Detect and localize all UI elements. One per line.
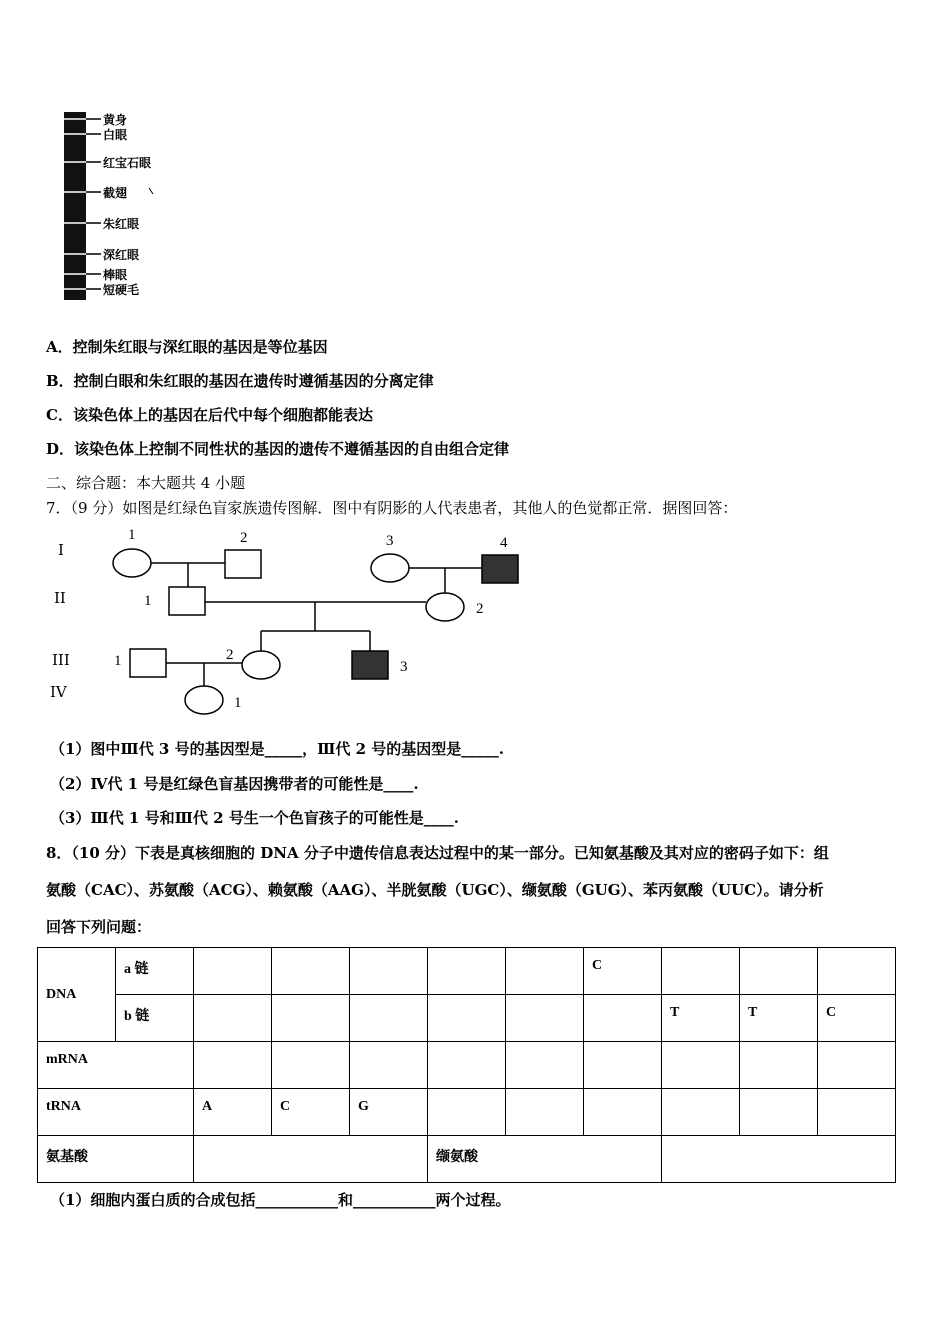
chrom-label-7: 棒眼 (103, 268, 128, 282)
q8-stem-2: 氨酸（CAC）、苏氨酸（ACG）、赖氨酸（AAG）、半胱氨酸（UGC）、缬氨酸（GUG）、苯丙氨酸（UUC）。请分析 (46, 881, 824, 899)
mrna-header: mRNA (38, 1042, 194, 1089)
table-cell (740, 1089, 818, 1136)
table-cell (662, 1042, 740, 1089)
q7-sub-2: （2）Ⅳ代 1 号是红绿色盲基因携带者的可能性是____. (50, 775, 419, 793)
table-cell (740, 1042, 818, 1089)
table-cell (272, 995, 350, 1042)
table-cell (662, 948, 740, 995)
trna-header: tRNA (38, 1089, 194, 1136)
ped-num-I4: 4 (500, 535, 508, 551)
table-cell: C (272, 1089, 350, 1136)
table-row (38, 1089, 896, 1136)
b-chain-header: b 链 (116, 995, 194, 1042)
ped-num-III1: 1 (114, 653, 122, 669)
option-a: A．控制朱红眼与深红眼的基因是等位基因 (46, 338, 328, 356)
table-cell (818, 1042, 896, 1089)
table-cell (506, 995, 584, 1042)
ped-num-II1: 1 (144, 593, 152, 609)
ped-num-II2: 2 (476, 601, 484, 617)
gen-label-1: I (58, 541, 64, 559)
table-cell (506, 1042, 584, 1089)
q7-sub-3: （3）Ⅲ代 1 号和Ⅲ代 2 号生一个色盲孩子的可能性是____. (50, 809, 459, 827)
table-cell (272, 1042, 350, 1089)
table-cell (194, 948, 272, 995)
table-cell (662, 1089, 740, 1136)
table-row (38, 995, 896, 1042)
pedigree-figure (40, 525, 540, 725)
table-cell (818, 948, 896, 995)
option-d: D．该染色体上控制不同性状的基因的遗传不遵循基因的自由组合定律 (46, 440, 510, 458)
table-cell (350, 995, 428, 1042)
table-cell: C (818, 995, 896, 1042)
section-heading: 二、综合题：本大题共 4 小题 (46, 474, 246, 492)
table-cell: A (194, 1089, 272, 1136)
table-cell (194, 995, 272, 1042)
gen-label-4: IV (50, 683, 67, 701)
q7-sub-1: （1）图中Ⅲ代 3 号的基因型是_____，Ⅲ代 2 号的基因型是_____. (50, 740, 504, 758)
chrom-label-1: 黄身 (103, 113, 128, 127)
table-cell (506, 948, 584, 995)
chrom-label-4: 截翅 (103, 186, 128, 200)
table-cell (428, 1042, 506, 1089)
table-cell (428, 948, 506, 995)
table-row (38, 1042, 896, 1089)
option-c: C．该染色体上的基因在后代中每个细胞都能表达 (46, 406, 373, 424)
table-cell (272, 948, 350, 995)
q8-sub-1: （1）细胞内蛋白质的合成包括___________和___________两个过程。 (50, 1191, 511, 1209)
dna-header: DNA (38, 948, 116, 1042)
expression-table (37, 947, 896, 1183)
question-7-stem: 7．（9 分）如图是红绿色盲家族遗传图解．图中有阴影的人代表患者，其他人的色觉都正常．据图回答： (46, 499, 738, 517)
table-cell (194, 1136, 428, 1183)
table-cell (662, 1136, 896, 1183)
table-row (38, 948, 896, 995)
ped-num-III3: 3 (400, 659, 408, 675)
table-cell (584, 1089, 662, 1136)
ped-num-I3: 3 (386, 533, 394, 549)
chrom-label-3: 红宝石眼 (103, 156, 152, 170)
table-cell (584, 1042, 662, 1089)
table-cell (818, 1089, 896, 1136)
ped-num-III2: 2 (226, 647, 234, 663)
q8-stem-3: 回答下列问题： (46, 918, 152, 936)
table-cell (350, 948, 428, 995)
chrom-label-2: 白眼 (103, 128, 128, 142)
gen-label-3: III (52, 651, 70, 669)
table-cell: 缬氨酸 (428, 1136, 662, 1183)
table-cell (740, 948, 818, 995)
option-b: B．控制白眼和朱红眼的基因在遗传时遵循基因的分离定律 (46, 372, 434, 390)
chrom-label-8: 短硬毛 (103, 283, 140, 297)
chrom-label-5: 朱红眼 (103, 217, 140, 231)
a-chain-header: a 链 (116, 948, 194, 995)
ped-num-IV1: 1 (234, 695, 242, 711)
amino-header: 氨基酸 (38, 1136, 194, 1183)
gen-label-2: II (54, 589, 66, 607)
table-cell: C (584, 948, 662, 995)
table-cell: T (740, 995, 818, 1042)
table-cell: T (662, 995, 740, 1042)
ped-num-I2: 2 (240, 530, 248, 546)
table-cell (428, 1089, 506, 1136)
table-cell: G (350, 1089, 428, 1136)
table-cell (506, 1089, 584, 1136)
pedigree-drawing (40, 525, 540, 725)
table-cell (584, 995, 662, 1042)
table-cell (194, 1042, 272, 1089)
table-row (38, 1136, 896, 1183)
table-cell (428, 995, 506, 1042)
table-cell (350, 1042, 428, 1089)
ped-num-I1: 1 (128, 527, 136, 543)
chrom-label-6: 深红眼 (103, 248, 140, 262)
q8-stem-1: 8．（10 分）下表是真核细胞的 DNA 分子中遗传信息表达过程中的某一部分。已知氨基酸及其对应的密码子如下：组 (46, 844, 829, 862)
